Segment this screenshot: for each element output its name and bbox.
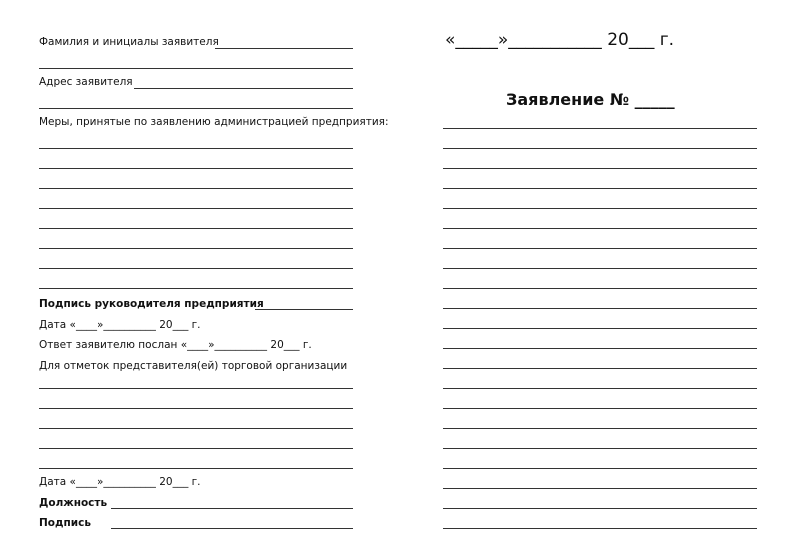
- applicant-name-line-2[interactable]: [39, 68, 353, 69]
- measures-writing-line[interactable]: [39, 268, 353, 269]
- application-writing-line[interactable]: [443, 228, 757, 229]
- application-writing-line[interactable]: [443, 428, 757, 429]
- signature-line[interactable]: [111, 528, 353, 529]
- reply-sent-line: Ответ заявителю послан «____»__________ 20___ г.: [39, 339, 312, 351]
- applicant-name-line[interactable]: [215, 48, 353, 49]
- position-line[interactable]: [111, 508, 353, 509]
- notes-writing-line[interactable]: [39, 448, 353, 449]
- application-writing-line[interactable]: [443, 208, 757, 209]
- manager-signature-label: Подпись руководителя предприятия: [39, 298, 264, 310]
- application-writing-line[interactable]: [443, 268, 757, 269]
- application-writing-line[interactable]: [443, 128, 757, 129]
- manager-signature-line[interactable]: [255, 309, 353, 310]
- application-writing-line[interactable]: [443, 368, 757, 369]
- position-label: Должность: [39, 497, 108, 509]
- application-writing-line[interactable]: [443, 328, 757, 329]
- applicant-address-line-2[interactable]: [39, 108, 353, 109]
- application-writing-line[interactable]: [443, 528, 757, 529]
- application-writing-line[interactable]: [443, 468, 757, 469]
- application-writing-line[interactable]: [443, 288, 757, 289]
- date-line: Дата «____»__________ 20___ г.: [39, 319, 201, 331]
- application-writing-line[interactable]: [443, 408, 757, 409]
- notes-writing-line[interactable]: [39, 408, 353, 409]
- application-writing-line[interactable]: [443, 148, 757, 149]
- applicant-address-label: Адрес заявителя: [39, 76, 133, 88]
- application-writing-line[interactable]: [443, 508, 757, 509]
- application-writing-line[interactable]: [443, 488, 757, 489]
- date-line-2: Дата «____»__________ 20___ г.: [39, 476, 201, 488]
- measures-writing-line[interactable]: [39, 288, 353, 289]
- measures-writing-line[interactable]: [39, 228, 353, 229]
- application-writing-line[interactable]: [443, 348, 757, 349]
- application-writing-line[interactable]: [443, 308, 757, 309]
- notes-writing-line[interactable]: [39, 428, 353, 429]
- signature-label: Подпись: [39, 517, 91, 529]
- application-writing-line[interactable]: [443, 168, 757, 169]
- application-date: «_____»___________ 20___ г.: [445, 30, 675, 50]
- applicant-name-label: Фамилия и инициалы заявителя: [39, 36, 219, 48]
- applicant-address-line[interactable]: [134, 88, 353, 89]
- measures-writing-line[interactable]: [39, 208, 353, 209]
- application-writing-line[interactable]: [443, 388, 757, 389]
- measures-writing-line[interactable]: [39, 168, 353, 169]
- measures-label: Меры, принятые по заявлению администрацией предприятия:: [39, 116, 389, 128]
- application-writing-line[interactable]: [443, 188, 757, 189]
- measures-writing-line[interactable]: [39, 148, 353, 149]
- notes-writing-line[interactable]: [39, 468, 353, 469]
- measures-writing-line[interactable]: [39, 248, 353, 249]
- trade-org-notes-label: Для отметок представителя(ей) торговой организации: [39, 360, 348, 372]
- application-writing-line[interactable]: [443, 248, 757, 249]
- measures-writing-line[interactable]: [39, 188, 353, 189]
- notes-writing-line[interactable]: [39, 388, 353, 389]
- application-title: Заявление № _____: [506, 90, 675, 109]
- application-writing-line[interactable]: [443, 448, 757, 449]
